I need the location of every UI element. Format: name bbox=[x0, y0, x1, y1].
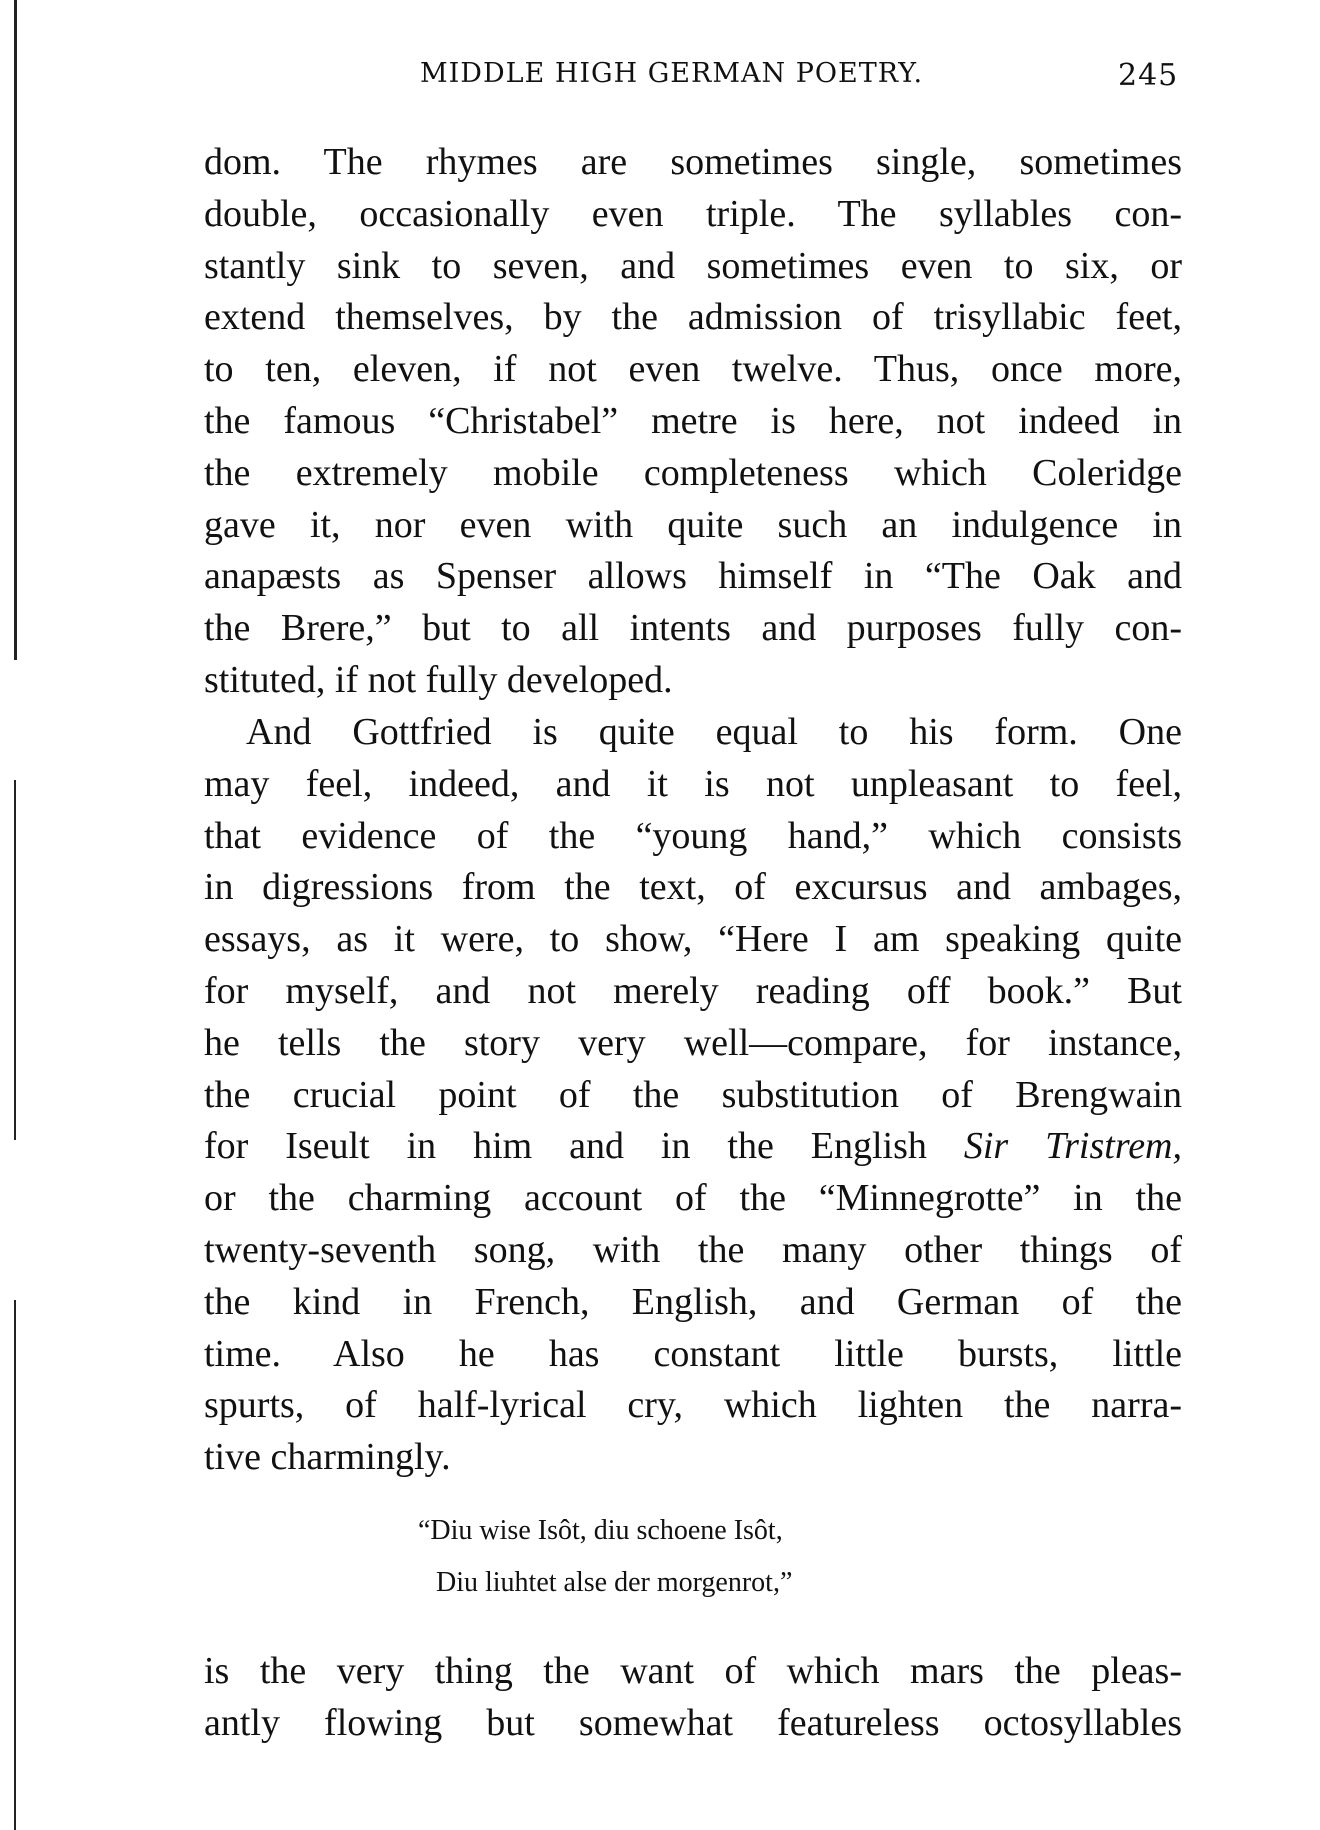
verse-line: “Diu wise Isôt, diu schoene Isôt, bbox=[418, 1515, 783, 1546]
text-line: stantly sink to seven, and sometimes even to six, or bbox=[204, 244, 1182, 287]
text-line: And Gottfried is quite equal to his form. One bbox=[246, 711, 1182, 753]
text-line: dom. The rhymes are sometimes single, sometimes bbox=[204, 141, 1182, 183]
text-line: may feel, indeed, and it is not unpleasant to feel, bbox=[204, 762, 1182, 805]
text-line: for Iseult in him and in the English Sir Tristrem, bbox=[204, 1125, 1183, 1168]
verse-line: Diu liuhtet alse der morgenrot,” bbox=[436, 1567, 793, 1598]
scan-edge-line bbox=[14, 0, 17, 660]
text-line: to ten, eleven, if not even twelve. Thus, once more, bbox=[204, 348, 1182, 391]
text-line: tive charmingly. bbox=[204, 1436, 451, 1479]
running-title: MIDDLE HIGH GERMAN POETRY. bbox=[420, 58, 924, 89]
text-line: anapæsts as Spenser allows himself in “The Oak and bbox=[204, 555, 1182, 598]
text-line: twenty-seventh song, with the many other things of bbox=[204, 1229, 1182, 1271]
scan-edge-line bbox=[14, 780, 16, 1140]
italic-title: Sir Tristrem, bbox=[963, 1125, 1183, 1168]
scan-edge-line bbox=[14, 1300, 16, 1830]
text-line: the crucial point of the substitution of Brengwain bbox=[204, 1073, 1182, 1116]
text-line: or the charming account of the “Minnegrotte” in the bbox=[204, 1177, 1182, 1220]
text-line: in digressions from the text, of excursus and ambages, bbox=[204, 866, 1182, 909]
text-line: gave it, nor even with quite such an indulgence in bbox=[204, 503, 1182, 546]
text-line: double, occasionally even triple. The syllables con- bbox=[204, 192, 1182, 235]
text-line: stituted, if not fully developed. bbox=[204, 659, 673, 701]
text-line: that evidence of the “young hand,” which consists bbox=[204, 814, 1182, 857]
text-line: essays, as it were, to show, “Here I am speaking quite bbox=[204, 918, 1182, 961]
text-line: he tells the story very well—compare, for instance, bbox=[204, 1021, 1182, 1064]
text-line: the famous “Christabel” metre is here, not indeed in bbox=[204, 400, 1182, 442]
page-number: 245 bbox=[1118, 58, 1179, 93]
text-line: the extremely mobile completeness which Coleridge bbox=[204, 451, 1182, 494]
text-line: for myself, and not merely reading off book.” But bbox=[204, 970, 1182, 1012]
text-line: the kind in French, English, and German of the bbox=[204, 1280, 1182, 1323]
text-line: the Brere,” but to all intents and purposes fully con- bbox=[204, 607, 1182, 650]
text-line: spurts, of half-lyrical cry, which lighten the narra- bbox=[204, 1384, 1182, 1427]
text-line: is the very thing the want of which mars the pleas- bbox=[204, 1650, 1182, 1692]
text-line: extend themselves, by the admission of trisyllabic feet, bbox=[204, 296, 1182, 339]
text-line: antly flowing but somewhat featureless octosyllables bbox=[204, 1701, 1182, 1744]
text-line: time. Also he has constant little bursts, little bbox=[204, 1332, 1182, 1375]
